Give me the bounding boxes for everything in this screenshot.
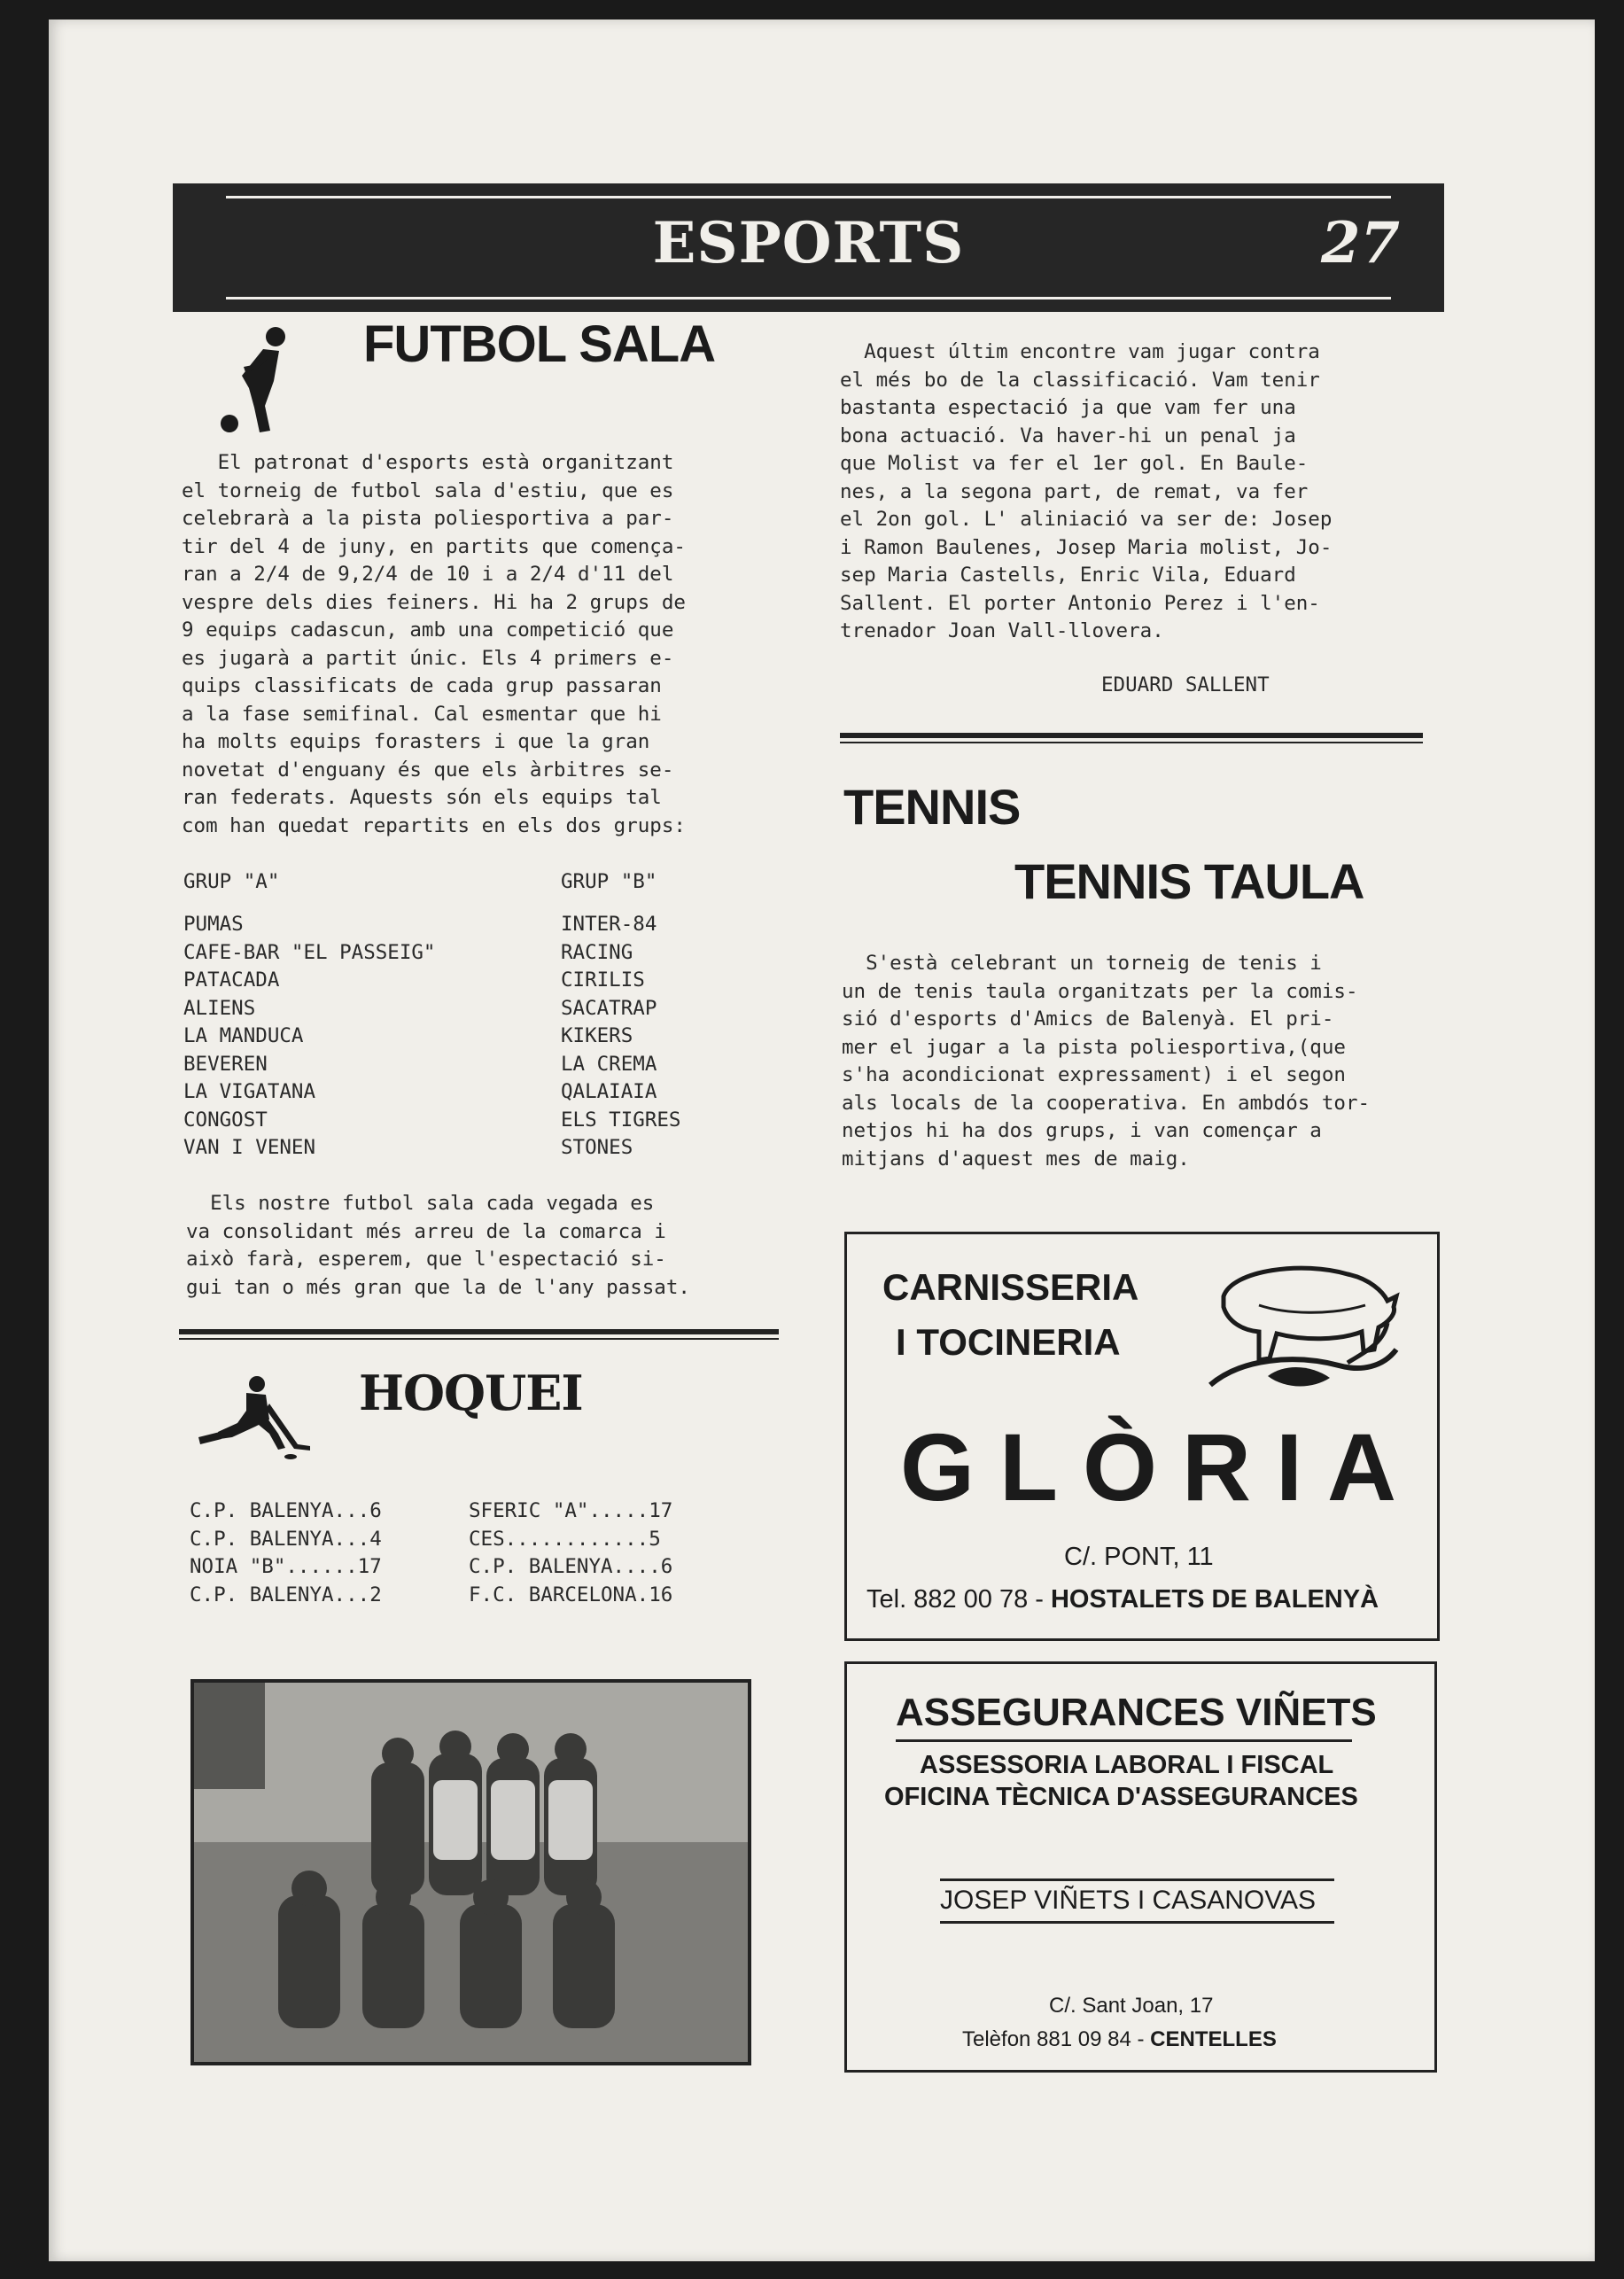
section-title: ESPORTS — [652, 210, 965, 276]
list-item: QALAIAIA — [561, 1080, 657, 1103]
ad-vinets-phone: Telèfon 881 09 84 - — [962, 2027, 1151, 2051]
tennis-text: S'està celebrant un torneig de tenis i un de tenis taula organitzats per la comis- sió d'esports d'Amics de Balenyà. El pri- mer el jugar a la pista poliesportiva,(que s'ha acondicionat expressament) i el segon als locals de la cooperativa. En ambdós tor- netjos hi ha dos grups, i van començar a mitjans d'aquest mes de maig. — [842, 952, 1371, 1171]
hoquei-results-away — [469, 1497, 672, 1609]
ad-vinets-contact — [962, 2027, 1277, 2052]
header-rule-bottom — [226, 297, 1391, 299]
futbol-title: FUTBOL SALA — [363, 315, 716, 373]
header-rule-top — [226, 196, 1391, 198]
ad-gloria-contact — [866, 1585, 1379, 1614]
page-number: 27 — [1320, 210, 1400, 276]
ad-vinets-address: C/. Sant Joan, 17 — [1049, 1994, 1214, 2018]
list-item: INTER-84 — [561, 913, 657, 936]
ad-vinets-title-rule — [896, 1739, 1352, 1742]
section-header — [173, 183, 1444, 312]
list-item: LA CREMA — [561, 1052, 657, 1076]
list-item: LA VIGATANA — [183, 1080, 316, 1103]
hoquei-divider — [179, 1329, 779, 1340]
result-item: CES............5 — [469, 1527, 661, 1551]
ad-gloria-name: GLÒRIA — [900, 1413, 1421, 1521]
result-item: SFERIC "A".....17 — [469, 1499, 673, 1522]
tennis-title: TENNIS — [843, 779, 1021, 835]
pig-icon — [1206, 1252, 1405, 1403]
result-item: NOIA "B"......17 — [190, 1555, 382, 1578]
result-item: C.P. BALENYA...4 — [190, 1527, 382, 1551]
result-item: C.P. BALENYA...2 — [190, 1583, 382, 1606]
list-item: VAN I VENEN — [183, 1136, 316, 1159]
ad-gloria-address: C/. PONT, 11 — [1064, 1543, 1214, 1571]
list-item: LA MANDUCA — [183, 1024, 304, 1047]
list-item: CONGOST — [183, 1108, 268, 1132]
futbol-intro: El patronat d'esports està organitzant el torneig de futbol sala d'estiu, que es celebrarà a la pista poliesportiva a par- tir del 4 de juny, en partits que comença- ran a 2/4 de 9,2/4 de 10 i a 2/4 d'11 del vespre dels dies feiners. Hi ha 2 grups de 9 equips cadascun, amb una competició que es jugarà a partit únic. Els 4 primers e- quips classificats de cada grup passaran a la fase semifinal. Cal esmentar que hi ha molts equips forasters i que la gran novetat d'enguany és que els àrbitres se- ran federats. Aquests són els equips tal com han quedat repartits en els dos grups: — [182, 451, 686, 837]
ad-vinets-owner: JOSEP VIÑETS I CASANOVAS — [940, 1886, 1317, 1915]
group-b-list — [561, 911, 680, 1163]
ad-vinets — [844, 1661, 1437, 2073]
list-item: ALIENS — [183, 996, 256, 1020]
list-item: PUMAS — [183, 913, 244, 936]
list-item: BEVEREN — [183, 1052, 268, 1076]
result-item: C.P. BALENYA...6 — [190, 1499, 382, 1522]
ad-gloria — [844, 1232, 1440, 1641]
hoquei-results-home — [190, 1497, 382, 1609]
hockey-player-icon — [193, 1375, 313, 1459]
list-item: CIRILIS — [561, 968, 645, 992]
ad-vinets-line1: ASSESSORIA LABORAL I FISCAL — [920, 1751, 1334, 1779]
ad-vinets-owner-rule-top — [940, 1878, 1334, 1881]
report-author: EDUARD SALLENT — [1101, 673, 1270, 696]
list-item: PATACADA — [183, 968, 280, 992]
ad-vinets-owner-rule-bottom — [940, 1921, 1334, 1924]
ad-gloria-line1: CARNISSERIA — [882, 1266, 1139, 1308]
group-a-list — [183, 911, 435, 1163]
list-item: SACATRAP — [561, 996, 657, 1020]
list-item: RACING — [561, 940, 633, 964]
tennis-divider — [840, 733, 1423, 743]
team-photo — [190, 1679, 751, 2065]
ad-vinets-title: ASSEGURANCES VIÑETS — [896, 1691, 1377, 1734]
list-item: KIKERS — [561, 1024, 633, 1047]
list-item: ELS TIGRES — [561, 1108, 681, 1132]
ad-gloria-town: HOSTALETS DE BALENYÀ — [1050, 1585, 1379, 1614]
list-item: CAFE-BAR "EL PASSEIG" — [183, 940, 436, 964]
hoquei-title: HOQUEI — [359, 1365, 583, 1421]
list-item: STONES — [561, 1136, 633, 1159]
match-report: Aquest últim encontre vam jugar contra el més bo de la classificació. Vam tenir bastanta espectació ja que vam fer una bona actuació. Va haver-hi un penal ja que Molist va fer el 1er gol. En Baule- nes, a la segona part, de remat, va fer el 2on gol. L' aliniació va ser de: Josep i Ramon Baulenes, Josep Maria molist, Jo- sep Maria Castells, Enric Vila, Eduard Sallent. El porter Antonio Perez i l'en- trenador Joan Vall-llovera. — [840, 340, 1333, 642]
ad-vinets-town: CENTELLES — [1150, 2027, 1277, 2051]
group-a-label: GRUP "A" — [183, 870, 280, 893]
ad-vinets-line2: OFICINA TÈCNICA D'ASSEGURANCES — [884, 1783, 1358, 1811]
tennis-taula-title: TENNIS TAULA — [1014, 853, 1364, 909]
ad-gloria-phone: Tel. 882 00 78 - — [866, 1585, 1051, 1614]
ad-gloria-line2: I TOCINERIA — [896, 1321, 1121, 1363]
futbol-closing: Els nostre futbol sala cada vegada es va consolidant més arreu de la comarca i això farà, esperem, que l'espectació si- gui tan o més gran que la de l'any passat. — [186, 1192, 690, 1299]
result-item: C.P. BALENYA....6 — [469, 1555, 673, 1578]
result-item: F.C. BARCELONA.16 — [469, 1583, 673, 1606]
footballer-icon — [217, 326, 297, 437]
group-b-label: GRUP "B" — [561, 870, 657, 893]
